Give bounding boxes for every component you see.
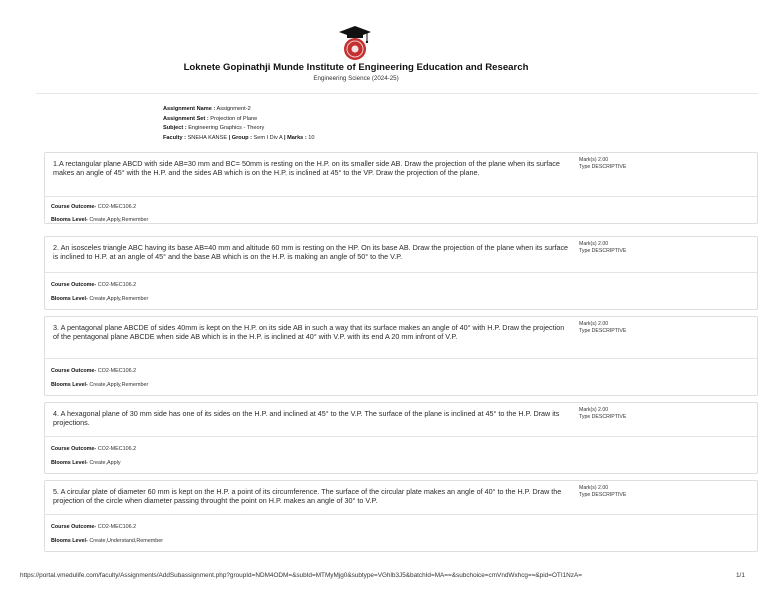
assignment-name-label: Assignment Name : xyxy=(163,106,216,112)
assignment-name-row xyxy=(163,105,315,115)
blooms-level-value: Create,Apply xyxy=(89,460,121,466)
question-marks: Mark(s) 2.00 xyxy=(579,157,609,163)
question-card xyxy=(44,316,758,396)
course-outcome-label: Course Outcome- xyxy=(51,524,97,530)
question-type: Type DESCRIPTIVE xyxy=(579,492,627,499)
page-url: https://portal.vmedulife.com/faculty/Assignments/AddSubassignment.php?groupId=NDM4ODM=&subId=MTMyMjg0&subtype=VGhlb3J5&batchId=MA==&subchoice=cmVndWxhcg==&pid=OTI1NzA= xyxy=(20,572,582,579)
question-row xyxy=(45,153,757,197)
course-outcome-value: CO2-MEC106.2 xyxy=(97,446,137,452)
question-row xyxy=(45,403,757,437)
blooms-level-value: Create,Apply,Remember xyxy=(89,217,149,223)
assignment-name-value: Assignment-2 xyxy=(216,106,251,112)
course-outcome-line xyxy=(51,368,136,374)
question-type: Type DESCRIPTIVE xyxy=(579,328,627,335)
faculty-row xyxy=(163,134,315,144)
course-outcome-value: CO2-MEC106.2 xyxy=(97,524,137,530)
blooms-level-line xyxy=(51,296,148,302)
blooms-level-label: Blooms Level- xyxy=(51,460,88,466)
blooms-level-line xyxy=(51,217,148,223)
subject-label: Subject : xyxy=(163,125,187,132)
question-card xyxy=(44,480,758,552)
question-card xyxy=(44,236,758,310)
header-divider xyxy=(36,93,758,94)
question-text: 1.A rectangular plane ABCD with side AB=30 mm and BC= 50mm is resting on the H.P. on its smaller side AB. Draw the projection of the plane when its surface makes an angle of 45° with the H.P. and the sides AB which is on the H.P. is inclined at 45° to the VP. Draw the projection of the plane. xyxy=(53,159,560,178)
course-outcome-label: Course Outcome- xyxy=(51,282,97,288)
course-outcome-value: CO2-MEC106.2 xyxy=(97,204,137,210)
course-outcome-line xyxy=(51,524,136,530)
faculty-label: Faculty : xyxy=(163,134,187,141)
subject-row xyxy=(163,124,315,134)
assignment-set-row xyxy=(163,115,315,125)
course-outcome-line xyxy=(51,204,136,210)
question-text: 4. A hexagonal plane of 30 mm side has one of its sides on the H.P. and inclined at 45° to the V.P. The surface of the plane is inclined at 45° to the H.P. Draw its projections. xyxy=(53,409,560,428)
question-row xyxy=(45,481,757,515)
question-text: 2. An isosceles triangle ABC having its base AB=40 mm and altitude 60 mm is resting on the HP. On its base AB. Draw the projection of the plane when its surface is inclined to H.P. at an angle of 45° and the base AB which is on the H.P. is making an angle of 50° to the V.P. xyxy=(53,243,569,262)
question-marks: Mark(s) 2.00 xyxy=(579,485,609,491)
marks-label: | Marks : xyxy=(284,134,307,141)
course-outcome-value: CO2-MEC106.2 xyxy=(97,282,137,288)
blooms-level-line xyxy=(51,460,121,466)
blooms-level-line xyxy=(51,382,148,388)
group-label: | Group : xyxy=(228,134,252,141)
question-row xyxy=(45,317,757,359)
question-card xyxy=(44,152,758,224)
course-outcome-label: Course Outcome- xyxy=(51,446,97,452)
question-info xyxy=(579,241,626,256)
faculty-value: SNEHA KANSE xyxy=(187,134,228,141)
course-outcome-label: Course Outcome- xyxy=(51,368,97,374)
assignment-set-value: Projection of Plane xyxy=(210,115,258,122)
question-info xyxy=(579,321,626,336)
question-type: Type DESCRIPTIVE xyxy=(579,248,627,255)
blooms-level-label: Blooms Level- xyxy=(51,382,88,388)
question-marks: Mark(s) 2.00 xyxy=(579,321,609,327)
question-marks: Mark(s) 2.00 xyxy=(579,407,609,413)
blooms-level-label: Blooms Level- xyxy=(51,217,88,223)
question-text: 3. A pentagonal plane ABCDE of sides 40mm is kept on the H.P. on its side AB in such a way that its surface makes an angle of 40° with H.P. Draw the projection of the pentagonal plane ABCDE when side AB which is in the H.P. is inclined at 40° with V.P. with its end A 20 mm infront of V.P. xyxy=(53,323,565,342)
course-outcome-label: Course Outcome- xyxy=(51,204,97,210)
blooms-level-value: Create,Apply,Remember xyxy=(89,296,149,302)
assignment-meta xyxy=(163,105,315,143)
subject-value: Engineering Graphics - Theory xyxy=(188,125,265,132)
course-outcome-line xyxy=(51,446,136,452)
question-info xyxy=(579,407,626,422)
institute-logo-icon xyxy=(337,24,373,62)
blooms-level-value: Create,Understand,Remember xyxy=(89,538,164,544)
course-outcome-value: CO2-MEC106.2 xyxy=(97,368,137,374)
question-row xyxy=(45,237,757,273)
blooms-level-label: Blooms Level- xyxy=(51,538,88,544)
blooms-level-label: Blooms Level- xyxy=(51,296,88,302)
group-value: Sem I Div A xyxy=(253,134,283,141)
blooms-level-value: Create,Apply,Remember xyxy=(89,382,149,388)
question-info xyxy=(579,485,626,500)
question-card xyxy=(44,402,758,474)
academic-year-subtitle: Engineering Science (2024-25) xyxy=(313,75,399,82)
question-text: 5. A circular plate of diameter 60 mm is kept on the H.P. a point of its circumference. The surface of the circular plate makes an angle of 40° to the H.P. Draw the projection of the circle when diameter passing throught the point on H.P. makes an angle of 30° to V.P. xyxy=(53,487,562,506)
question-type: Type DESCRIPTIVE xyxy=(579,414,627,421)
institute-name: Loknete Gopinathji Munde Institute of Engineering Education and Research xyxy=(183,62,529,73)
marks-value: 10 xyxy=(308,134,315,141)
blooms-level-line xyxy=(51,538,163,544)
question-type: Type DESCRIPTIVE xyxy=(579,164,627,171)
question-marks: Mark(s) 2.00 xyxy=(579,241,609,247)
page-number: 1/1 xyxy=(736,572,745,579)
course-outcome-line xyxy=(51,282,136,288)
assignment-set-label: Assignment Set : xyxy=(163,115,209,122)
question-info xyxy=(579,157,626,172)
